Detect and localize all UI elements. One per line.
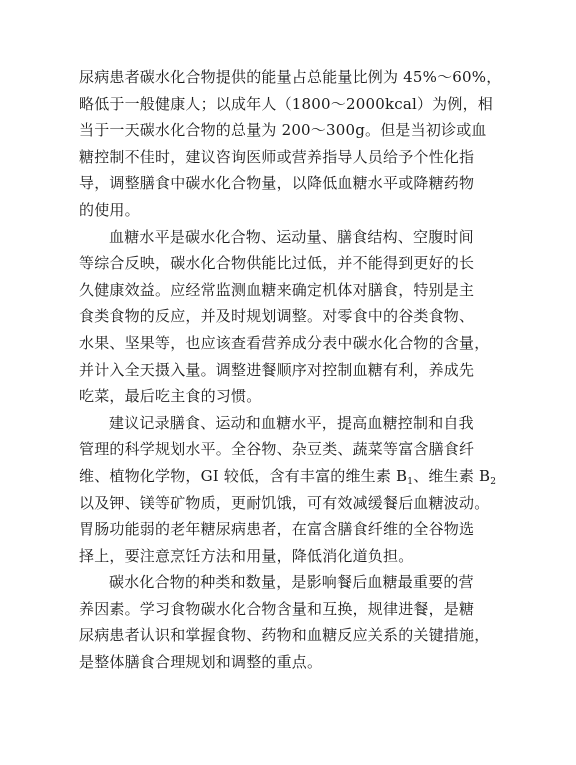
document-page [79,64,502,676]
text-line: 尿病患者碳水化合物提供的能量占总能量比例为 45%～60%， [79,68,502,86]
text-line: 尿病患者认识和掌握食物、药物和血糖反应关系的关键措施， [79,626,490,645]
text-line: 以及钾、镁等矿物质，更耐饥饿，可有效减缓餐后血糖波动。 [79,493,490,512]
text-line: 当于一天碳水化合物的总量为 200～300g。但是当初诊或血 [79,121,487,140]
text-line: 择上，要注意烹饪方法和用量，降低消化道负担。 [79,546,414,565]
text-line: 胃肠功能弱的老年糖尿病患者，在富含膳食纤维的全谷物选 [79,520,475,539]
text-line-with-subscripts [79,463,497,490]
text-line: 久健康效益。应经常监测血糖来确定机体对膳食，特别是主 [79,280,475,299]
text-line: 并计入全天摄入量。调整进餐顺序对控制血糖有利，养成先 [79,360,475,379]
text-line: 建议记录膳食、运动和血糖水平，提高血糖控制和自我 [109,413,474,432]
text-line: 的使用。 [79,200,140,219]
subscript: 1 [407,476,414,487]
text-line: 吃菜，最后吃主食的习惯。 [79,387,262,406]
text-line: 养因素。学习食物碳水化合物含量和互换，规律进餐，是糖 [79,599,475,618]
text-segment: 、维生素 B [413,466,491,485]
text-line: 导，调整膳食中碳水化合物量，以降低血糖水平或降糖药物 [79,174,475,193]
text-line: 是整体膳食合理规划和调整的重点。 [79,653,323,672]
paragraph-1 [79,64,502,224]
text-line: 管理的科学规划水平。全谷物、杂豆类、蔬菜等富含膳食纤 [79,440,475,459]
text-segment: 维、植物化学物，GI 较低，含有丰富的维生素 B [79,466,408,485]
text-line: 水果、坚果等，也应该查看营养成分表中碳水化合物的含量， [79,333,490,352]
text-line: 血糖水平是碳水化合物、运动量、膳食结构、空腹时间 [109,227,474,246]
paragraph-4 [79,569,497,675]
text-line: 等综合反映，碳水化合物供能比过低，并不能得到更好的长 [79,254,475,273]
text-line: 略低于一般健康人；以成年人（1800～2000kcal）为例，相 [79,94,493,113]
text-line: 碳水化合物的种类和数量，是影响餐后血糖最重要的营 [109,573,474,592]
paragraph-3 [79,410,497,570]
paragraph-2 [79,224,497,410]
subscript: 2 [490,476,497,487]
text-line: 糖控制不佳时，建议咨询医师或营养指导人员给予个性化指 [79,147,475,166]
text-line: 食类食物的反应，并及时规划调整。对零食中的谷类食物、 [79,307,475,326]
